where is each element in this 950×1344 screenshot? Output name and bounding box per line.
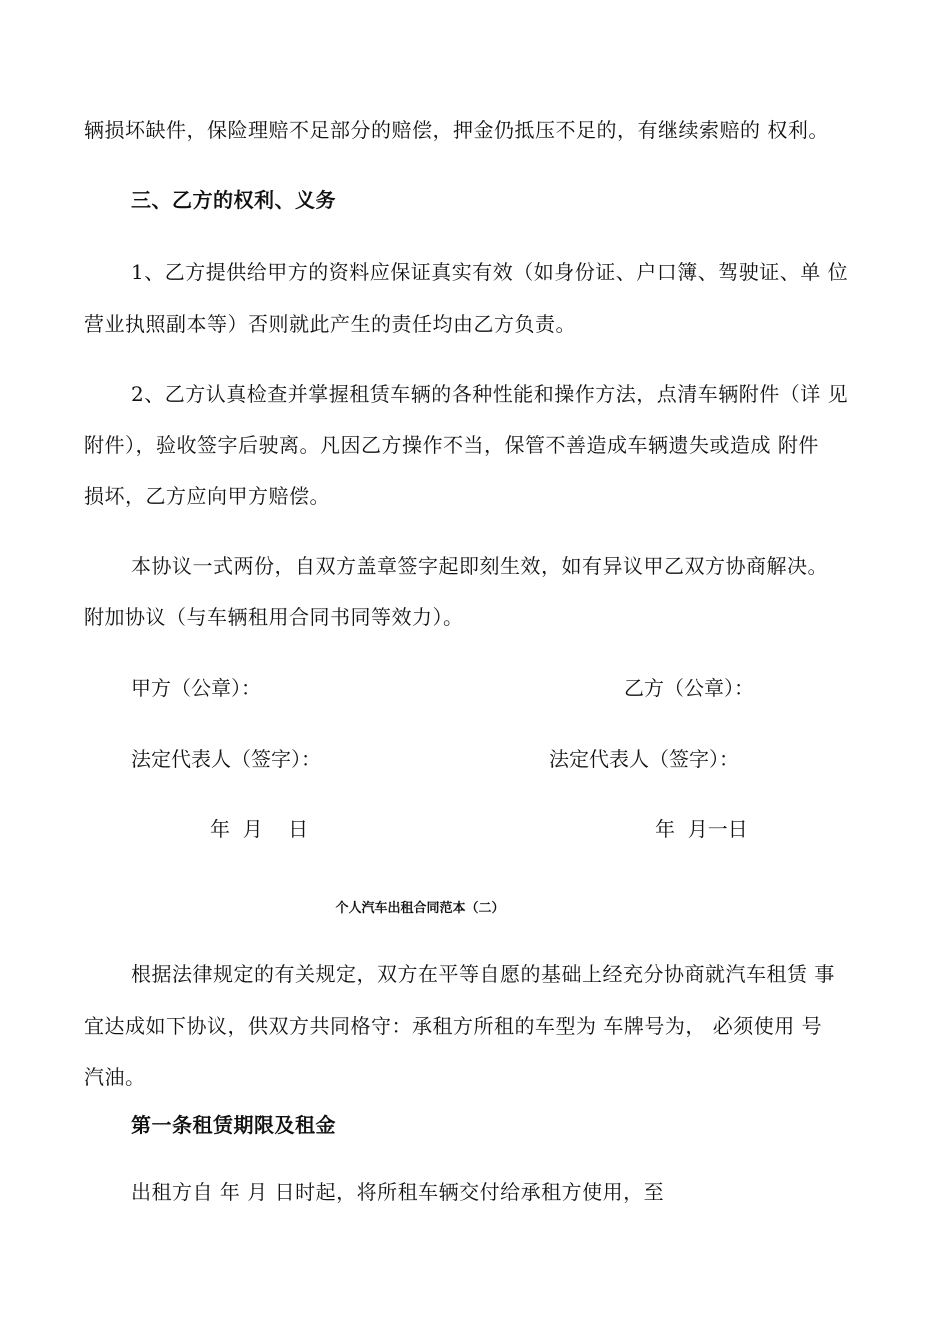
party-b-date: 年 月一日 <box>655 817 748 841</box>
paragraph-line: 辆损坏缺件，保险理赔不足部分的赔偿，押金仍抵压不足的，有继续索赔的 权利。 <box>84 118 829 142</box>
paragraph-line: 根据法律规定的有关规定，双方在平等自愿的基础上经充分协商就汽车租赁 事 <box>131 962 835 986</box>
paragraph-line: 汽油。 <box>84 1065 146 1089</box>
paragraph-line: 2、乙方认真检查并掌握租赁车辆的各种性能和操作方法，点清车辆附件（详 见 <box>131 382 849 406</box>
paragraph-line: 附加协议（与车辆租用合同书同等效力）。 <box>84 605 464 629</box>
paragraph-line: 营业执照副本等）否则就此产生的责任均由乙方负责。 <box>84 312 576 336</box>
paragraph-line: 宜达成如下协议，供双方共同格守：承租方所租的车型为 车牌号为， 必须使用 号 <box>84 1014 823 1038</box>
paragraph-line: 1、乙方提供给甲方的资料应保证真实有效（如身份证、户口簿、驾驶证、单 位 <box>131 260 849 284</box>
section-heading: 三、乙方的权利、义务 <box>131 188 336 212</box>
party-a-seal-label: 甲方（公章）： <box>131 676 261 700</box>
party-b-rep-label: 法定代表人（签字）： <box>549 747 739 771</box>
article-heading: 第一条租赁期限及租金 <box>131 1113 336 1137</box>
paragraph-line: 出租方自 年 月 日时起，将所租车辆交付给承租方使用，至 <box>131 1180 665 1204</box>
party-b-seal-label: 乙方（公章）： <box>624 676 754 700</box>
party-a-rep-label: 法定代表人（签字）： <box>131 747 321 771</box>
contract-title: 个人汽车出租合同范本（二） <box>335 901 505 916</box>
party-a-date: 年 月 日 <box>210 817 309 841</box>
paragraph-line: 损坏，乙方应向甲方赔偿。 <box>84 484 330 508</box>
paragraph-line: 附件），验收签字后驶离。凡因乙方操作不当，保管不善造成车辆遗失或造成 附件 <box>84 433 819 457</box>
paragraph-line: 本协议一式两份，自双方盖章签字起即刻生效，如有异议甲乙双方协商解决。 <box>131 554 828 578</box>
